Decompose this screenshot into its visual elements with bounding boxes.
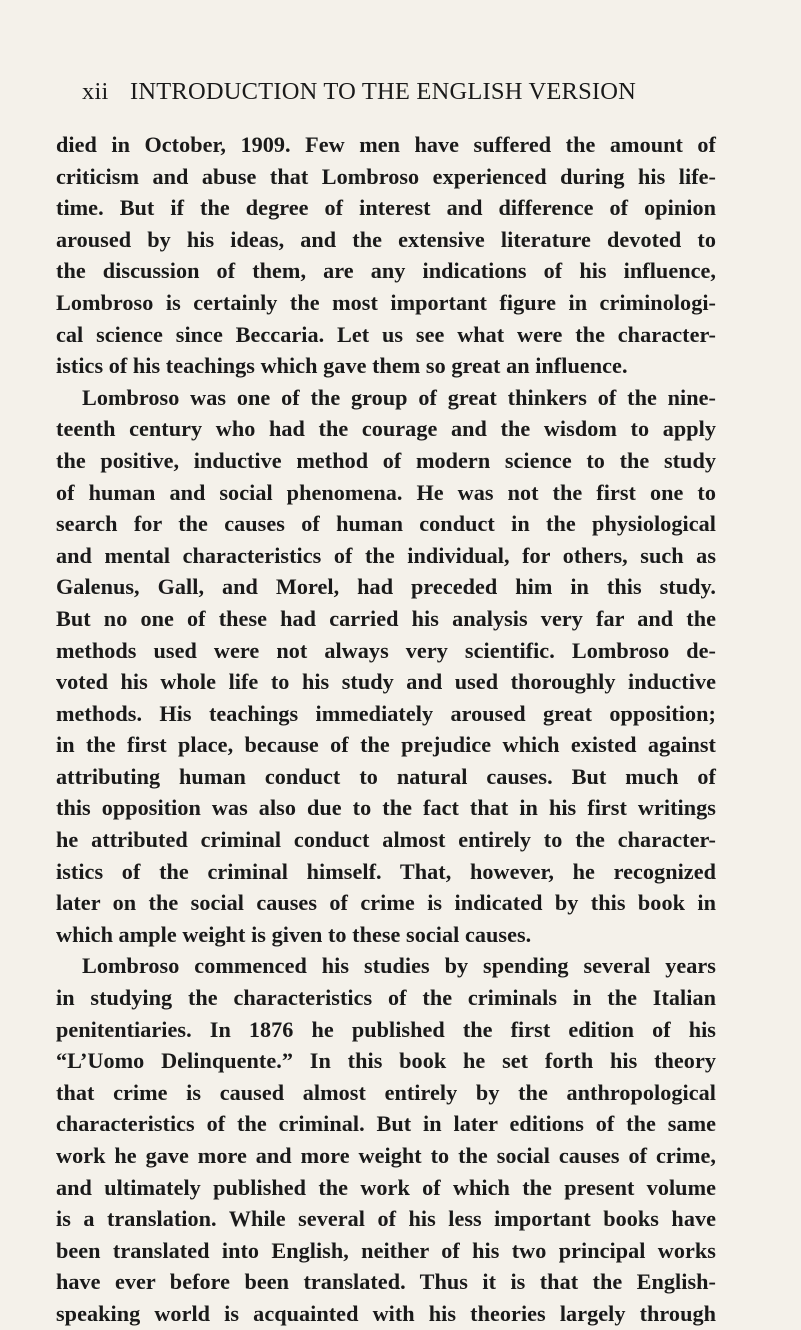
text-line: Lombroso is certainly the most important figure in criminologi- <box>56 289 716 315</box>
text-line: teenth century who had the courage and the wisdom to apply <box>56 416 716 442</box>
text-line: later on the social causes of crime is indicated by this book in <box>56 890 716 916</box>
text-line: Galenus, Gall, and Morel, had preceded him in this study. <box>56 574 716 600</box>
text-line: voted his whole life to his study and used thoroughly inductive <box>56 669 716 695</box>
text-line: is a translation. While several of his less important books have <box>56 1206 716 1232</box>
text-line: which ample weight is given to these social causes. <box>56 921 532 947</box>
text-line: been translated into English, neither of his two principal works <box>56 1237 716 1263</box>
text-line: the discussion of them, are any indications of his influence, <box>56 258 716 284</box>
text-line: aroused by his ideas, and the extensive literature devoted to <box>56 226 716 252</box>
text-line: have ever before been translated. Thus it is that the English- <box>56 1269 716 1295</box>
text-line: in studying the characteristics of the criminals in the Italian <box>56 985 716 1011</box>
text-line: speaking world is acquainted with his theories largely through <box>56 1300 716 1326</box>
text-line: cal science since Beccaria. Let us see what were the character- <box>56 321 716 347</box>
text-line: Lombroso was one of the group of great thinkers of the nine- <box>82 384 716 410</box>
text-line: Lombroso commenced his studies by spending several years <box>82 953 716 979</box>
text-line: the positive, inductive method of modern science to the study <box>56 447 716 473</box>
body-text <box>56 129 716 1330</box>
text-line: that crime is caused almost entirely by the anthropological <box>56 1079 716 1105</box>
text-line: characteristics of the criminal. But in later editions of the same <box>56 1111 716 1137</box>
text-line: of human and social phenomena. He was not the first one to <box>56 479 716 505</box>
text-line: methods used were not always very scientific. Lombroso de- <box>56 637 716 663</box>
page-number: xii <box>82 78 109 105</box>
text-line: died in October, 1909. Few men have suffered the amount of <box>56 132 716 157</box>
text-line: criticism and abuse that Lombroso experienced during his life- <box>56 163 716 189</box>
text-line: this opposition was also due to the fact that in his first writings <box>56 795 716 821</box>
text-line: search for the causes of human conduct in the physiological <box>56 511 716 537</box>
running-head <box>56 78 716 122</box>
book-page <box>56 78 716 1330</box>
text-line: istics of his teachings which gave them so great an influence. <box>56 353 628 379</box>
text-line: penitentiaries. In 1876 he published the first edition of his <box>56 1016 716 1042</box>
text-line: and ultimately published the work of which the present volume <box>56 1174 716 1200</box>
text-line: “L’Uomo Delinquente.” In this book he set forth his theory <box>56 1048 716 1074</box>
text-line: work he gave more and more weight to the social causes of crime, <box>56 1143 716 1168</box>
text-line: he attributed criminal conduct almost entirely to the character- <box>56 827 716 853</box>
text-line: in the first place, because of the prejudice which existed against <box>56 732 716 758</box>
text-line: But no one of these had carried his analysis very far and the <box>56 605 716 631</box>
chapter-title: INTRODUCTION TO THE ENGLISH VERSION <box>130 78 637 105</box>
text-line: and mental characteristics of the individual, for others, such as <box>56 542 716 568</box>
text-line: time. But if the degree of interest and difference of opinion <box>56 195 716 221</box>
text-line: attributing human conduct to natural causes. But much of <box>56 763 716 789</box>
text-line: istics of the criminal himself. That, however, he recognized <box>56 858 716 884</box>
text-line: methods. His teachings immediately aroused great opposition; <box>56 700 716 726</box>
